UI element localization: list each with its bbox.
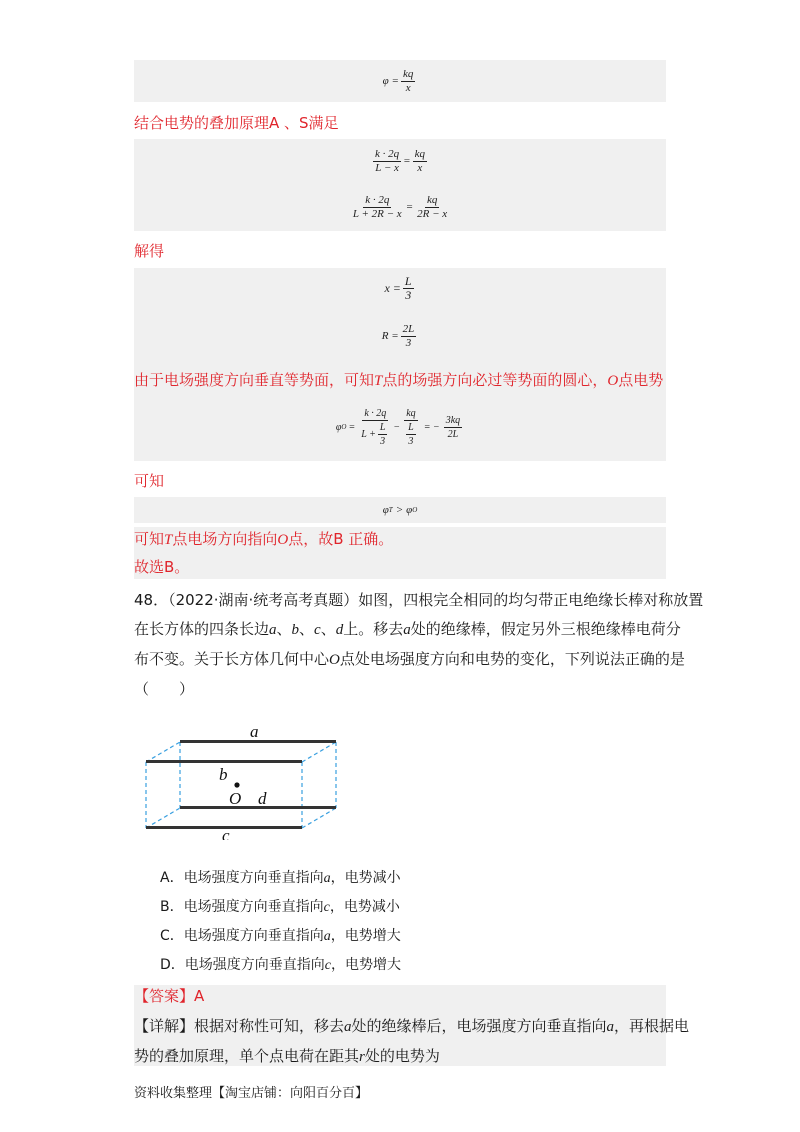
equation-r: R = $\frac{2L}{3}$ [381, 322, 415, 349]
conclude-line: 可知T点电场方向指向O点，故B 正确。 [134, 530, 394, 548]
option-d[interactable]: D．电场强度方向垂直指向c，电势增大 [160, 957, 401, 973]
equation-superposition-1: $\frac{k \cdot 2q}{L - x}$ = $\frac{kq}{x}$ [375, 147, 425, 174]
label-o: O [229, 789, 242, 808]
choose-line: 故选B。 [134, 558, 190, 576]
question-48 [134, 586, 704, 704]
cuboid-figure [140, 720, 340, 840]
label-c: c [222, 826, 230, 840]
label-a: a [250, 722, 259, 741]
footer-source: 资料收集整理【淘宝店铺：向阳百分百】 [134, 1086, 369, 1101]
equation-phi: φ = $\frac{kq}{x}$ [382, 67, 414, 94]
label-b: b [219, 765, 228, 784]
center-point [234, 782, 239, 787]
equation-superposition-2: $\frac{k \cdot 2q}{L + 2R - x}$ = $\frac{kq}{2R - x}$ [352, 193, 448, 220]
equation-compare: φ T > φ O [382, 504, 418, 516]
option-c[interactable]: C．电场强度方向垂直指向a，电势增大 [160, 928, 401, 944]
option-a[interactable]: A．电场强度方向垂直指向a，电势减小 [160, 870, 401, 886]
question-line-4: （ ） [134, 680, 195, 698]
superposition-line: 结合电势的叠加原理A 、S满足 [134, 114, 339, 132]
question-line-2: 在长方体的四条长边a、b、c、d上。移去a处的绝缘棒，假定另外三根绝缘棒电荷分 [134, 620, 681, 638]
label-d: d [258, 789, 267, 808]
question-line-1: 48．（2022·湖南·统考高考真题）如图，四根完全相同的均匀带正电绝缘长棒对称放置 [134, 591, 704, 609]
solve-line: 解得 [134, 242, 165, 260]
option-b[interactable]: B．电场强度方向垂直指向c，电势减小 [160, 899, 400, 915]
rod-b [146, 760, 302, 763]
answer-line: 【答案】A [134, 987, 205, 1005]
know-line: 可知 [134, 472, 165, 490]
equation-x: x = $\frac{L}{3}$ [384, 273, 412, 302]
question-line-3: 布不变。关于长方体几何中心O点处电场强度方向和电势的变化，下列说法正确的是 [134, 650, 685, 668]
equation-phi-o: φ O = k · 2q L + $\frac{L}{3}$ − $\frac{kq}{\frac{L}{3}}$ = − $\frac{3kq}{2L}$ [335, 407, 461, 447]
detail-text: 【详解】根据对称性可知，移去a处的绝缘棒后，电场强度方向垂直指向a，再根据电 势的叠加原理，单个点电荷在距其r处的电势为 [134, 1017, 690, 1065]
field-direction-line: 由于电场强度方向垂直等势面，可知T点的场强方向必过等势面的圆心，O点电势 [134, 371, 664, 389]
